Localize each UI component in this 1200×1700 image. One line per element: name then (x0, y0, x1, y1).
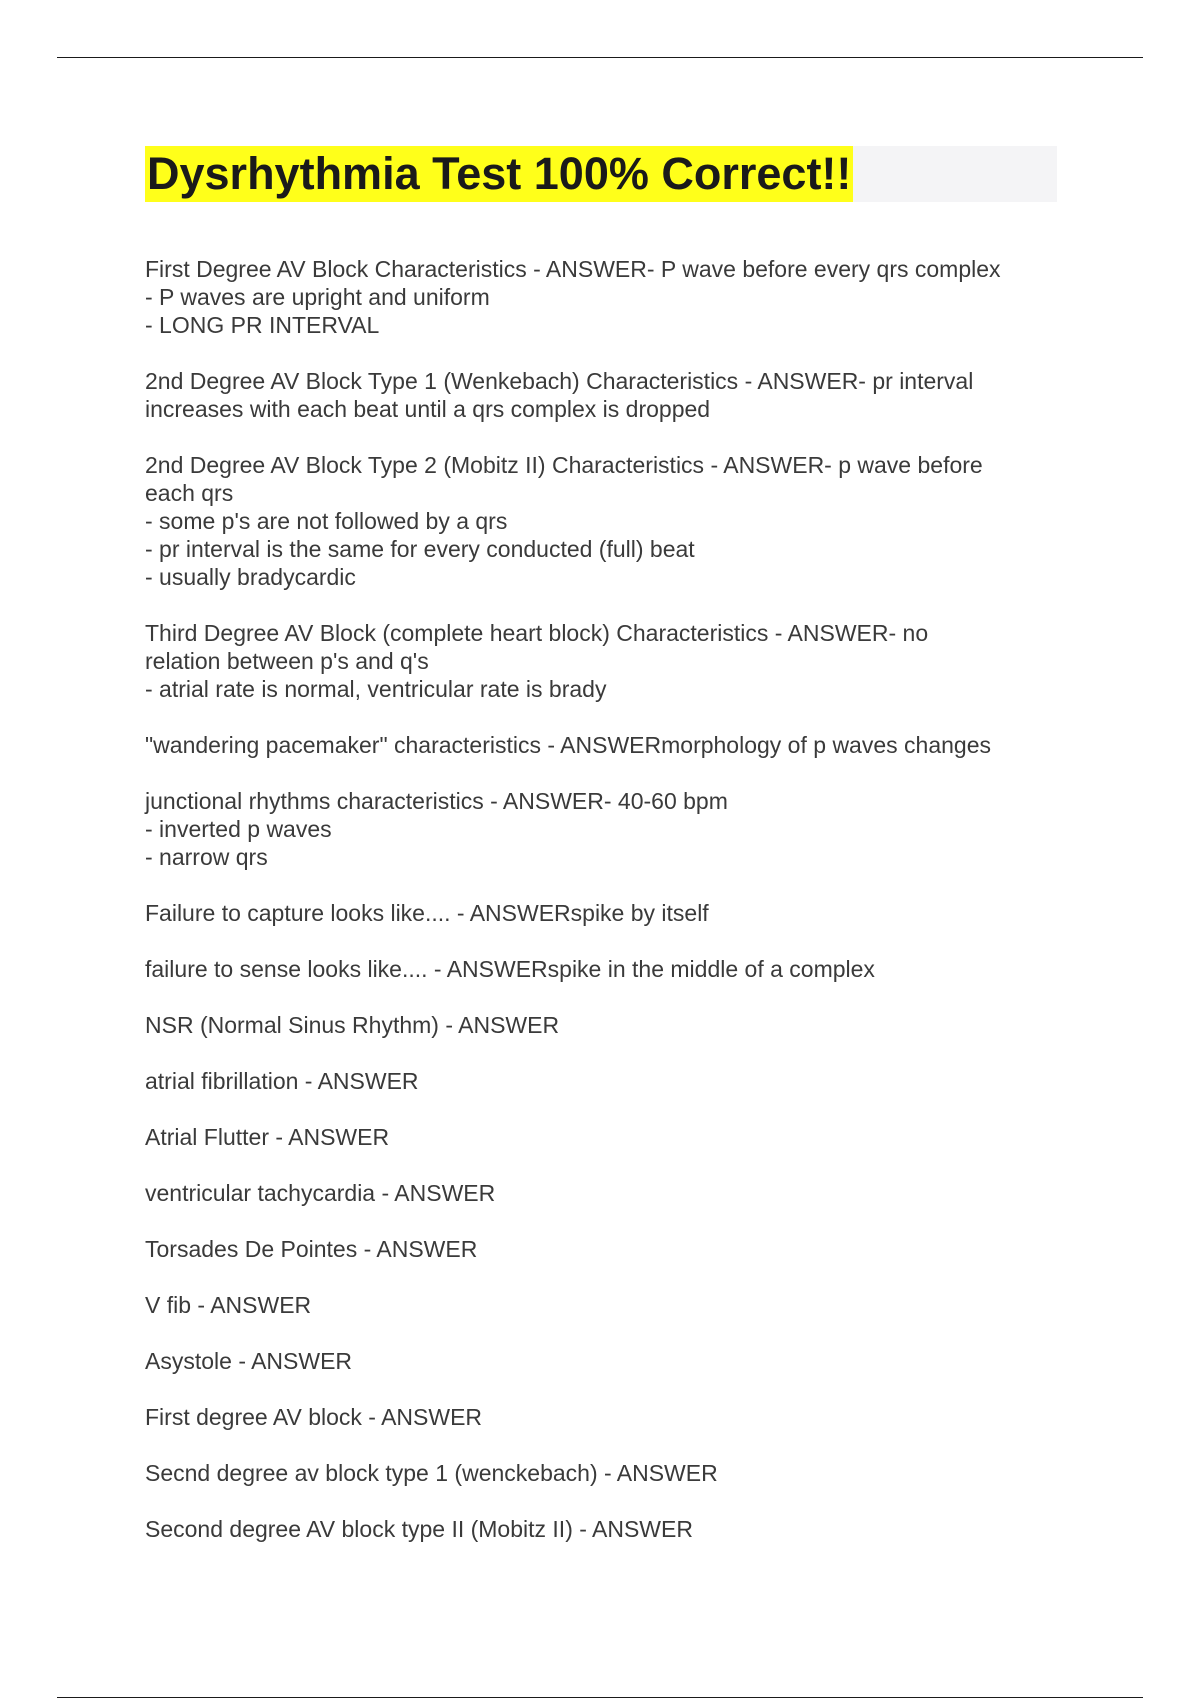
entry-line: First degree AV block - ANSWER (145, 1404, 483, 1430)
entry-line: V fib - ANSWER (145, 1292, 312, 1318)
entry-line: 2nd Degree AV Block Type 1 (Wenkebach) Characteristics - ANSWER- pr interval (145, 368, 974, 394)
page-title: Dysrhythmia Test 100% Correct!! (145, 146, 853, 202)
entry-line: junctional rhythms characteristics - ANSWER- 40-60 bpm (145, 788, 728, 814)
bottom-divider (57, 1697, 1143, 1698)
entry-line: Atrial Flutter - ANSWER (145, 1124, 390, 1150)
entry-line: increases with each beat until a qrs complex is dropped (145, 396, 711, 422)
entry-line: Second degree AV block type II (Mobitz II) - ANSWER (145, 1516, 693, 1542)
entry-line: - inverted p waves (145, 816, 332, 842)
entry-line: ventricular tachycardia - ANSWER (145, 1180, 496, 1206)
entry-line: Third Degree AV Block (complete heart block) Characteristics - ANSWER- no (145, 620, 929, 646)
entry-line: Asystole - ANSWER (145, 1348, 353, 1374)
entry-line: Torsades De Pointes - ANSWER (145, 1236, 478, 1262)
qa-entry (145, 1123, 1065, 1151)
qa-entry (145, 731, 1065, 759)
qa-entry (145, 1011, 1065, 1039)
entry-line: - some p's are not followed by a qrs (145, 508, 508, 534)
qa-entry (145, 1179, 1065, 1207)
entry-line: NSR (Normal Sinus Rhythm) - ANSWER (145, 1012, 560, 1038)
entry-line: - P waves are upright and uniform (145, 284, 490, 310)
qa-entry (145, 1235, 1065, 1263)
qa-entry (145, 367, 1065, 423)
entry-line: First Degree AV Block Characteristics - ANSWER- P wave before every qrs complex (145, 256, 1001, 282)
entry-line: - pr interval is the same for every conducted (full) beat (145, 536, 695, 562)
entry-line: "wandering pacemaker" characteristics - ANSWERmorphology of p waves changes (145, 732, 991, 758)
qa-entry (145, 955, 1065, 983)
entry-line: - narrow qrs (145, 844, 268, 870)
qa-entry (145, 899, 1065, 927)
qa-entry (145, 619, 1065, 703)
entry-line: Failure to capture looks like.... - ANSWERspike by itself (145, 900, 709, 926)
entry-line: each qrs (145, 480, 234, 506)
top-divider (57, 57, 1143, 58)
qa-list (145, 255, 1065, 1571)
qa-entry (145, 1347, 1065, 1375)
entry-line: 2nd Degree AV Block Type 2 (Mobitz II) Characteristics - ANSWER- p wave before (145, 452, 983, 478)
qa-entry (145, 787, 1065, 871)
qa-entry (145, 255, 1065, 339)
qa-entry (145, 1459, 1065, 1487)
qa-entry (145, 451, 1065, 591)
qa-entry (145, 1067, 1065, 1095)
entry-line: atrial fibrillation - ANSWER (145, 1068, 419, 1094)
qa-entry (145, 1291, 1065, 1319)
entry-line: - atrial rate is normal, ventricular rate is brady (145, 676, 607, 702)
qa-entry (145, 1403, 1065, 1431)
entry-line: failure to sense looks like.... - ANSWERspike in the middle of a complex (145, 956, 875, 982)
qa-entry (145, 1515, 1065, 1543)
entry-line: - LONG PR INTERVAL (145, 312, 380, 338)
entry-line: - usually bradycardic (145, 564, 356, 590)
entry-line: Secnd degree av block type 1 (wenckebach) - ANSWER (145, 1460, 718, 1486)
entry-line: relation between p's and q's (145, 648, 429, 674)
